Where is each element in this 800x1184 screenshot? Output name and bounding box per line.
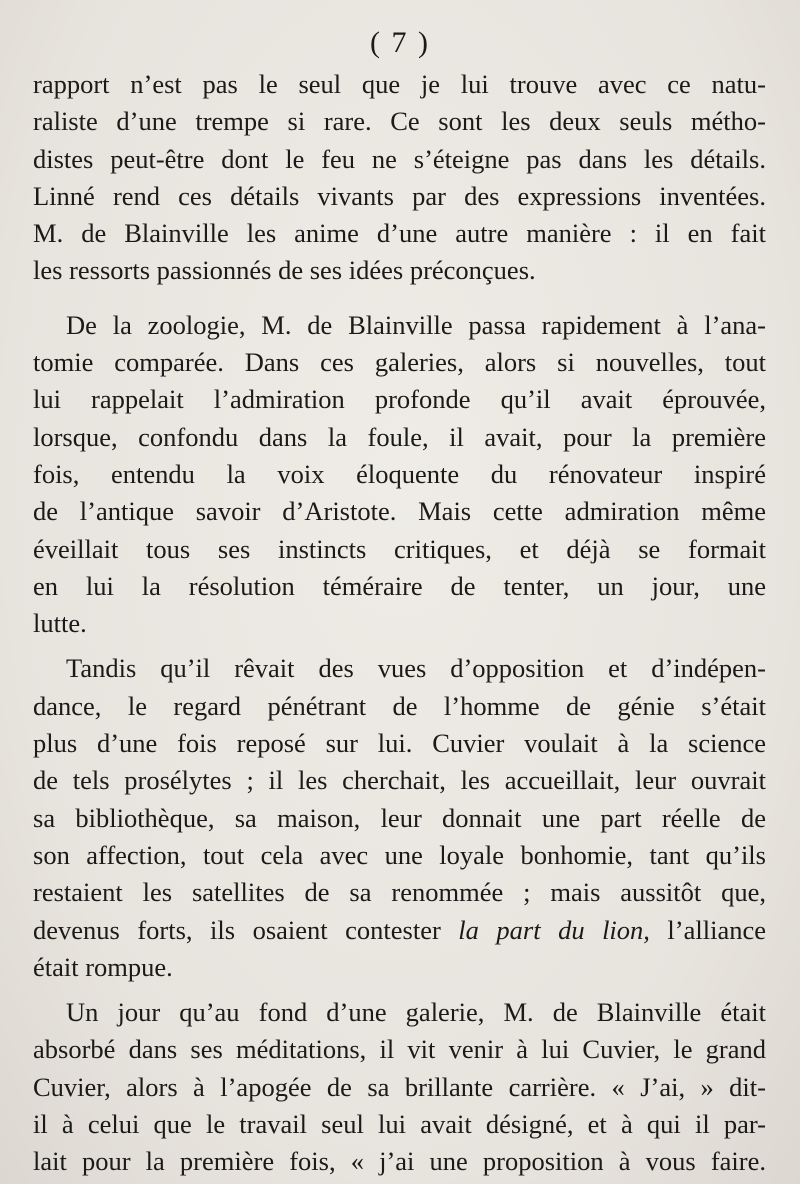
text-line: raliste d’une trempe si rare. Ce sont les deux seuls métho- bbox=[33, 106, 766, 137]
paragraph-4 bbox=[33, 994, 766, 1180]
text-line: son affection, tout cela avec une loyale bonhomie, tant qu’ils bbox=[33, 839, 766, 870]
page-number: ( 7 ) bbox=[370, 26, 430, 59]
paragraph-gap bbox=[33, 290, 766, 307]
text-line: De la zoologie, M. de Blainville passa rapidement à l’ana- bbox=[66, 309, 766, 340]
text-line: lutte. bbox=[33, 608, 87, 639]
paragraph-gap bbox=[33, 642, 766, 650]
text-line: il à celui que le travail seul lui avait désigné, et à qui il par- bbox=[33, 1109, 766, 1140]
italic-phrase: la part du lion, bbox=[458, 914, 650, 945]
text-line: en lui la résolution téméraire de tenter, un jour, une bbox=[33, 570, 766, 601]
text-line: Tandis qu’il rêvait des vues d’opposition et d’indépen- bbox=[66, 653, 766, 684]
text-line: dance, le regard pénétrant de l’homme de génie s’était bbox=[33, 690, 766, 721]
text-line: Un jour qu’au fond d’une galerie, M. de Blainville était bbox=[66, 997, 766, 1028]
text-line: éveillait tous ses instincts critiques, et déjà se formait bbox=[33, 533, 766, 564]
paragraph-1 bbox=[33, 66, 766, 290]
paragraph-gap bbox=[33, 986, 766, 994]
paragraph-3 bbox=[33, 650, 766, 986]
text-line: était rompue. bbox=[33, 951, 173, 982]
text-line: restaient les satellites de sa renommée ; mais aussitôt que, bbox=[33, 877, 766, 908]
text-line: rapport n’est pas le seul que je lui trouve avec ce natu- bbox=[33, 69, 766, 99]
text-line: distes peut-être dont le feu ne s’éteigne pas dans les détails. bbox=[33, 143, 766, 174]
text-line: lait pour la première fois, « j’ai une proposition à vous faire. bbox=[33, 1146, 766, 1177]
text-line: tomie comparée. Dans ces galeries, alors si nouvelles, tout bbox=[33, 347, 766, 378]
text-line: lorsque, confondu dans la foule, il avait, pour la première bbox=[33, 421, 766, 452]
text-line: de l’antique savoir d’Aristote. Mais cette admiration même bbox=[33, 496, 766, 527]
text-segment: l’alliance bbox=[649, 914, 766, 945]
text-line: les ressorts passionnés de ses idées préconçues. bbox=[33, 255, 536, 286]
text-line: absorbé dans ses méditations, il vit venir à lui Cuvier, le grand bbox=[33, 1034, 766, 1065]
body-text bbox=[33, 66, 766, 1181]
text-line: Linné rend ces détails vivants par des expressions inventées. bbox=[33, 180, 766, 211]
text-segment: devenus forts, ils osaient contester bbox=[33, 914, 459, 945]
text-line: sa bibliothèque, sa maison, leur donnait une part réelle de bbox=[33, 802, 766, 833]
paragraph-2 bbox=[33, 307, 766, 643]
text-line: lui rappelait l’admiration profonde qu’il avait éprouvée, bbox=[33, 384, 766, 415]
text-line: fois, entendu la voix éloquente du rénovateur inspiré bbox=[33, 458, 766, 489]
text-line: plus d’une fois reposé sur lui. Cuvier voulait à la science bbox=[33, 728, 766, 759]
text-line: M. de Blainville les anime d’une autre manière : il en fait bbox=[33, 218, 766, 249]
text-line: Cuvier, alors à l’apogée de sa brillante carrière. « J’ai, » dit- bbox=[33, 1071, 766, 1102]
text-line-with-italic bbox=[33, 912, 766, 949]
text-line: de tels prosélytes ; il les cherchait, les accueillait, leur ouvrait bbox=[33, 765, 766, 796]
